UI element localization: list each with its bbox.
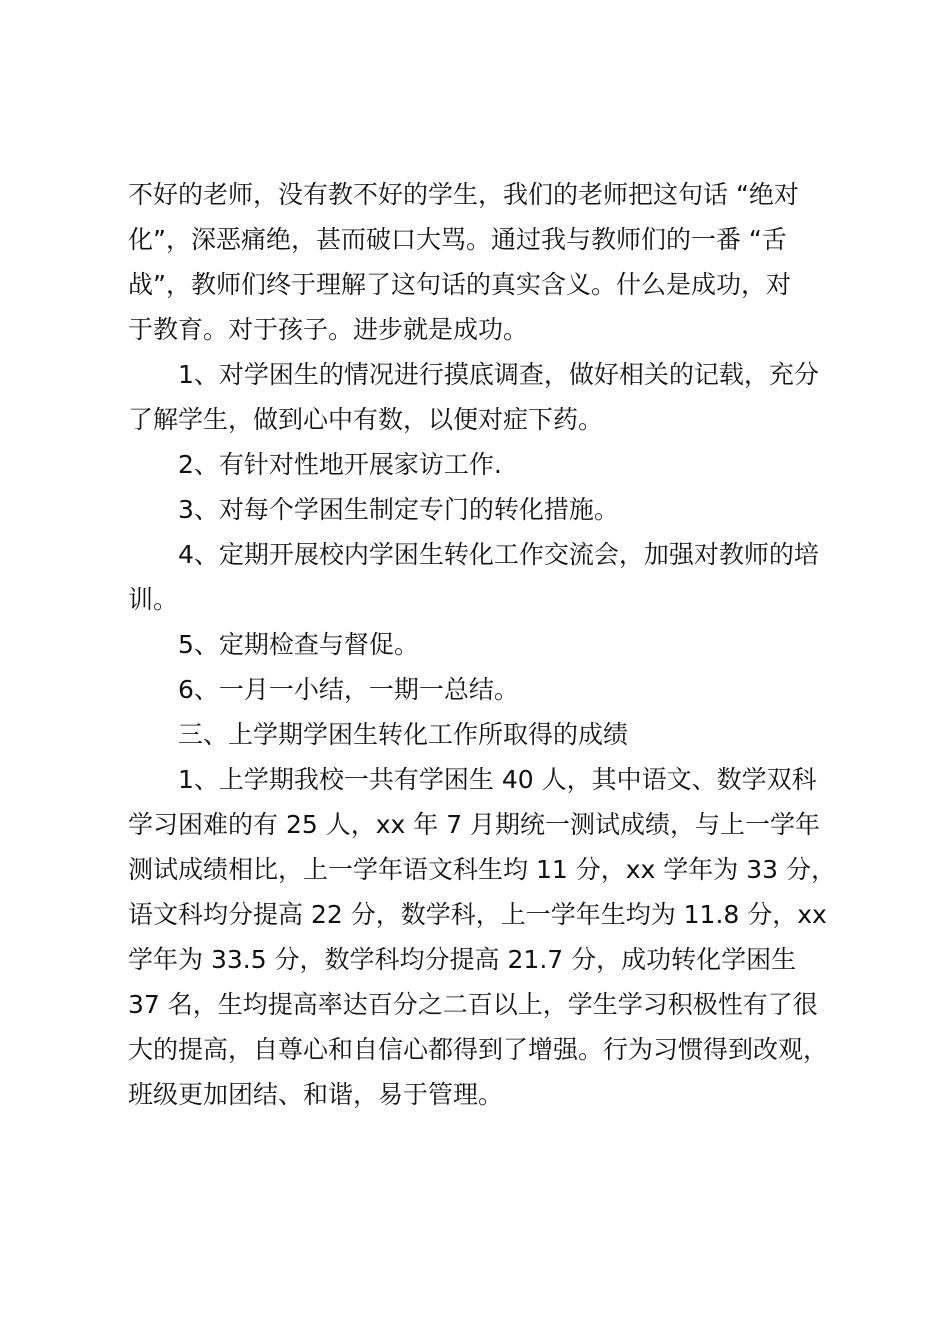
list-item-1-line: 了解学生，做到心中有数，以便对症下药。 [128, 405, 604, 434]
list-item-4-line: 4、定期开展校内学困生转化工作交流会，加强对教师的培 [128, 540, 819, 569]
results-paragraph-line: 学习困难的有 25 人，xx 年 7 月期统一测试成绩，与上一学年 [128, 810, 821, 839]
list-item-1-line: 1、对学困生的情况进行摸底调查，做好相关的记载，充分 [128, 360, 819, 389]
text-line: 战”，教师们终于理解了这句话的真实含义。什么是成功，对 [128, 270, 791, 299]
text-line: 不好的老师，没有教不好的学生，我们的老师把这句话 “绝对 [128, 180, 799, 209]
section-heading: 三、上学期学困生转化工作所取得的成绩 [128, 720, 629, 749]
list-item-5: 5、定期检查与督促。 [128, 630, 419, 659]
results-paragraph-line: 大的提高，自尊心和自信心都得到了增强。行为习惯得到改观， [128, 1035, 829, 1064]
results-paragraph-line: 测试成绩相比，上一学年语文科生均 11 分，xx 学年为 33 分， [128, 855, 836, 884]
list-item-3: 3、对每个学困生制定专门的转化措施。 [128, 495, 619, 524]
results-paragraph-line: 语文科均分提高 22 分，数学科，上一学年生均为 11.8 分，xx [128, 900, 827, 929]
results-paragraph-line: 班级更加团结、和谐，易于管理。 [128, 1080, 504, 1109]
results-paragraph-line: 37 名，生均提高率达百分之二百以上，学生学习积极性有了很 [128, 990, 818, 1019]
text-line: 化”，深恶痛绝，甚而破口大骂。通过我与教师们的一番 “舌 [128, 225, 787, 254]
list-item-4-line: 训。 [128, 585, 179, 614]
list-item-2: 2、有针对性地开展家访工作. [128, 450, 502, 479]
results-paragraph-line: 学年为 33.5 分，数学科均分提高 21.7 分，成功转化学困生 [128, 945, 797, 974]
results-paragraph-line: 1、上学期我校一共有学困生 40 人，其中语文、数学双科 [128, 765, 817, 794]
list-item-6: 6、一月一小结，一期一总结。 [128, 675, 519, 704]
text-line: 于教育。对于孩子。进步就是成功。 [128, 315, 529, 344]
document-body [128, 172, 848, 1117]
